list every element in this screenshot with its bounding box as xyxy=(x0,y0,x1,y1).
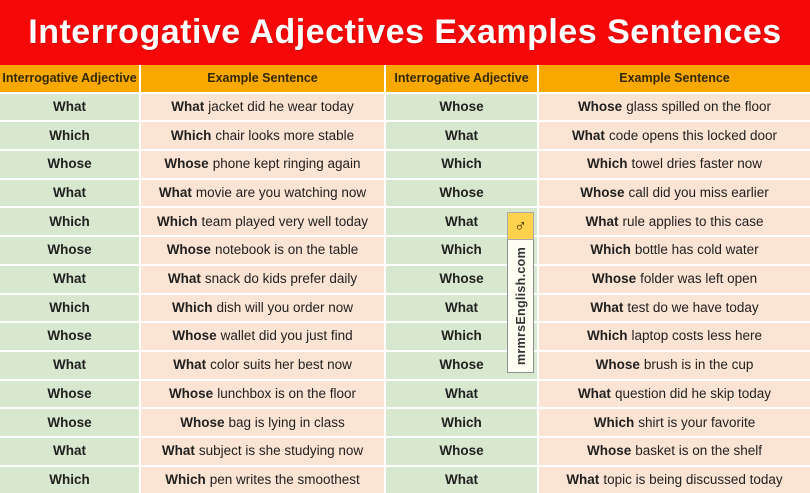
adjective-cell: What xyxy=(386,295,537,322)
sentence-cell xyxy=(539,180,810,207)
adjective-cell: Which xyxy=(386,409,537,436)
sentence-rest: movie are you watching now xyxy=(195,185,367,200)
watermark-strip xyxy=(507,240,534,373)
sentence-cell xyxy=(141,151,384,178)
sentence-keyword: What xyxy=(167,271,201,287)
sentence-rest: shirt is your favorite xyxy=(638,414,756,430)
examples-table xyxy=(0,65,810,493)
sentence-cell xyxy=(539,352,810,379)
sentence-rest: bag is lying in class xyxy=(228,414,345,430)
sentence-keyword: Which xyxy=(165,471,206,487)
column-header-sentence-left: Example Sentence xyxy=(141,65,384,92)
sentence-rest: question did he skip today xyxy=(614,385,772,401)
sentence-cell xyxy=(539,122,810,149)
sentence-cell xyxy=(141,237,384,264)
sentence-cell xyxy=(141,438,384,465)
sentence-rest: laptop costs less here xyxy=(631,328,763,344)
sentence-rest: wallet did you just find xyxy=(220,328,353,344)
sentence-cell xyxy=(141,323,384,350)
sentence-keyword: Which xyxy=(593,414,635,430)
sentence-rest: folder was left open xyxy=(640,271,758,287)
sentence-rest: snack do kids prefer daily xyxy=(204,271,358,287)
sentence-rest: glass spilled on the floor xyxy=(626,98,772,114)
sentence-keyword: What xyxy=(585,213,619,229)
sentence-cell xyxy=(141,122,384,149)
male-symbol-icon: ♂ xyxy=(507,212,534,240)
adjective-cell: Whose xyxy=(386,438,537,465)
sentence-cell xyxy=(141,409,384,436)
sentence-keyword: Which xyxy=(156,213,198,229)
sentence-keyword: Whose xyxy=(168,385,214,401)
watermark xyxy=(507,212,534,373)
sentence-rest: rule applies to this case xyxy=(622,213,764,229)
sentence-rest: code opens this locked door xyxy=(608,127,778,143)
adjective-cell: Whose xyxy=(386,352,537,379)
adjective-cell: Whose xyxy=(386,94,537,121)
sentence-cell xyxy=(141,180,384,207)
adjective-cell: Whose xyxy=(0,237,139,264)
sentence-cell xyxy=(141,352,384,379)
sentence-cell xyxy=(539,438,810,465)
adjective-cell: Which xyxy=(0,122,139,149)
sentence-keyword: What xyxy=(158,185,192,200)
sentence-cell xyxy=(539,409,810,436)
sentence-keyword: Whose xyxy=(166,242,211,258)
sentence-rest: phone kept ringing again xyxy=(212,156,361,172)
sentence-cell xyxy=(539,237,810,264)
sentence-cell xyxy=(141,295,384,322)
sentence-rest: chair looks more stable xyxy=(215,127,355,143)
adjective-cell: What xyxy=(386,208,537,235)
title-banner xyxy=(0,0,810,65)
sentence-rest: dish will you order now xyxy=(216,299,354,315)
sentence-keyword: Which xyxy=(170,127,212,143)
sentence-rest: test do we have today xyxy=(627,299,759,315)
adjective-cell: Whose xyxy=(0,409,139,436)
sentence-cell xyxy=(539,208,810,235)
column-header-adjective-right: Interrogative Adjective xyxy=(386,65,537,92)
adjective-cell: Whose xyxy=(0,381,139,408)
sentence-cell xyxy=(539,295,810,322)
adjective-cell: Which xyxy=(0,295,139,322)
sentence-rest: jacket did he wear today xyxy=(208,98,354,114)
sentence-keyword: Whose xyxy=(586,443,632,459)
sentence-cell xyxy=(539,151,810,178)
column-header-sentence-right: Example Sentence xyxy=(539,65,810,92)
sentence-cell xyxy=(141,266,384,293)
sentence-cell xyxy=(539,266,810,293)
sentence-cell xyxy=(141,94,384,121)
adjective-cell: What xyxy=(0,438,139,465)
sentence-keyword: What xyxy=(566,471,600,487)
sentence-keyword: Whose xyxy=(180,414,225,430)
sentence-keyword: Whose xyxy=(580,185,625,200)
adjective-cell: Whose xyxy=(386,180,537,207)
sentence-rest: basket is on the shelf xyxy=(635,443,763,459)
sentence-rest: topic is being discussed today xyxy=(603,471,783,487)
watermark-text: mrmrsEnglish.com xyxy=(513,246,528,366)
sentence-rest: towel dries faster now xyxy=(631,156,763,172)
adjective-cell: Which xyxy=(0,467,139,493)
adjective-cell: What xyxy=(0,180,139,207)
adjective-cell: What xyxy=(0,266,139,293)
sentence-keyword: What xyxy=(161,443,195,459)
sentence-rest: lunchbox is on the floor xyxy=(217,385,357,401)
sentence-keyword: What xyxy=(577,385,611,401)
page-title: Interrogative Adjectives Examples Sentences xyxy=(28,13,782,51)
adjective-cell: Which xyxy=(386,237,537,264)
column-header-adjective-left: Interrogative Adjective xyxy=(0,65,139,92)
sentence-keyword: Which xyxy=(171,299,213,315)
adjective-cell: What xyxy=(0,94,139,121)
sentence-cell xyxy=(539,323,810,350)
sentence-cell xyxy=(141,381,384,408)
adjective-cell: Which xyxy=(0,208,139,235)
sentence-keyword: Whose xyxy=(164,156,209,172)
adjective-cell: Which xyxy=(386,323,537,350)
sentence-rest: team played very well today xyxy=(201,213,369,229)
sentence-keyword: Which xyxy=(586,156,628,172)
adjective-cell: Which xyxy=(386,151,537,178)
adjective-cell: What xyxy=(386,381,537,408)
adjective-cell: Whose xyxy=(0,323,139,350)
sentence-cell xyxy=(141,208,384,235)
sentence-rest: bottle has cold water xyxy=(634,242,759,258)
adjective-cell: Whose xyxy=(386,266,537,293)
sentence-cell xyxy=(539,94,810,121)
sentence-keyword: Whose xyxy=(172,328,217,344)
sentence-cell xyxy=(539,381,810,408)
adjective-cell: What xyxy=(386,467,537,493)
adjective-cell: What xyxy=(386,122,537,149)
sentence-rest: call did you miss earlier xyxy=(628,185,769,200)
sentence-keyword: Whose xyxy=(595,357,640,373)
adjective-cell: Whose xyxy=(0,151,139,178)
sentence-keyword: What xyxy=(173,357,207,373)
sentence-rest: pen writes the smoothest xyxy=(209,471,360,487)
sentence-keyword: What xyxy=(571,127,605,143)
sentence-rest: brush is in the cup xyxy=(643,357,754,373)
sentence-cell xyxy=(141,467,384,493)
sentence-keyword: What xyxy=(171,98,205,114)
sentence-keyword: Whose xyxy=(591,271,637,287)
sentence-rest: color suits her best now xyxy=(210,357,352,373)
sentence-keyword: Whose xyxy=(577,98,623,114)
sentence-rest: notebook is on the table xyxy=(214,242,359,258)
sentence-rest: subject is she studying now xyxy=(198,443,364,459)
adjective-cell: What xyxy=(0,352,139,379)
sentence-keyword: Which xyxy=(586,328,628,344)
sentence-cell xyxy=(539,467,810,493)
sentence-keyword: Which xyxy=(590,242,631,258)
sentence-keyword: What xyxy=(590,299,624,315)
